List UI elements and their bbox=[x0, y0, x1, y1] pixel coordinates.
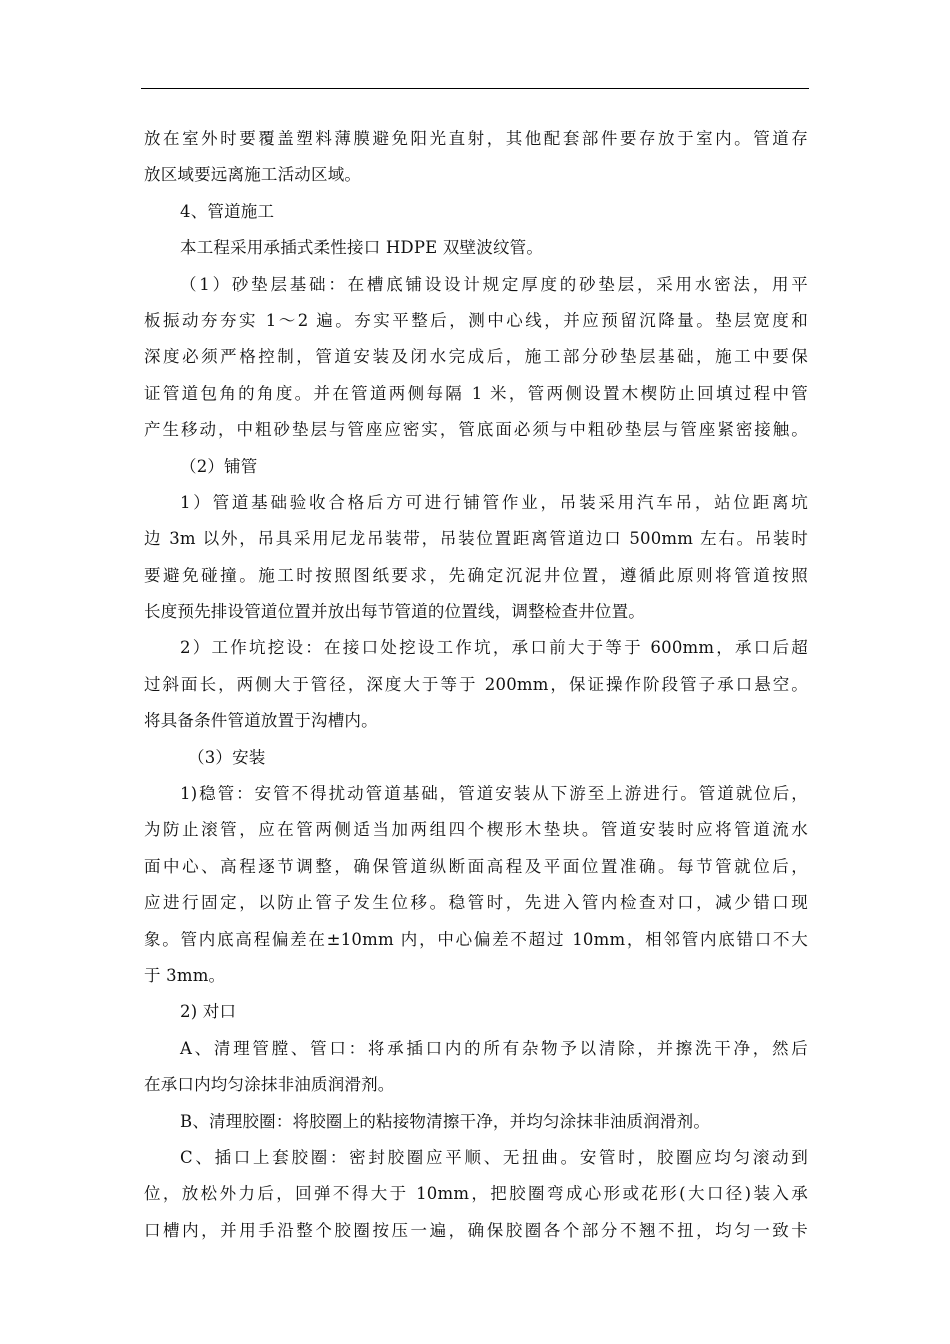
text-line: 过斜面长，两侧大于管径，深度大于等于 200mm，保证操作阶段管子承口悬空。 bbox=[144, 674, 808, 694]
text-line: A、清理管膛、管口：将承插口内的所有杂物予以清除，并擦洗干净，然后 bbox=[180, 1038, 808, 1058]
text-line: 板振动夯夯实 1～2 遍。夯实平整后，测中心线，并应预留沉降量。垫层宽度和 bbox=[144, 310, 808, 330]
text-line: 1)稳管：安管不得扰动管道基础，管道安装从下游至上游进行。管道就位后， bbox=[180, 784, 808, 804]
text-line: 1）管道基础验收合格后方可进行铺管作业，吊装采用汽车吊，站位距离坑 bbox=[180, 492, 808, 512]
text-line: 象。管内底高程偏差在±10mm 内，中心偏差不超过 10mm，相邻管内底错口不大 bbox=[144, 929, 808, 949]
text-line: 边 3m 以外，吊具采用尼龙吊装带，吊装位置距离管道边口 500mm 左右。吊装时 bbox=[144, 529, 808, 549]
text-line: 将具备条件管道放置于沟槽内。 bbox=[144, 711, 378, 731]
text-line: （1）砂垫层基础：在槽底铺设设计规定厚度的砂垫层，采用水密法，用平 bbox=[180, 274, 808, 294]
text-line: 应进行固定，以防止管子发生位移。稳管时，先进入管内检查对口，减少错口现 bbox=[144, 893, 808, 913]
body-text bbox=[144, 121, 808, 1249]
text-line: 放在室外时要覆盖塑料薄膜避免阳光直射，其他配套部件要存放于室内。管道存 bbox=[144, 129, 808, 148]
text-line: 长度预先排设管道位置并放出每节管道的位置线，调整检查井位置。 bbox=[144, 602, 645, 622]
text-line: 于 3mm。 bbox=[144, 965, 226, 985]
text-line: 产生移动，中粗砂垫层与管座应密实，管底面必须与中粗砂垫层与管座紧密接触。 bbox=[144, 420, 808, 440]
text-line: 口槽内，并用手沿整个胶圈按压一遍，确保胶圈各个部分不翘不扭，均匀一致卡 bbox=[144, 1220, 808, 1240]
text-line: 要避免碰撞。施工时按照图纸要求，先确定沉泥井位置，遵循此原则将管道按照 bbox=[144, 565, 808, 585]
header-rule bbox=[141, 88, 809, 89]
subsection-heading: （2）铺管 bbox=[180, 456, 258, 476]
text-line: 位，放松外力后，回弹不得大于 10mm，把胶圈弯成心形或花形(大口径)装入承 bbox=[144, 1184, 808, 1204]
text-line: 深度必须严格控制，管道安装及闭水完成后，施工部分砂垫层基础，施工中要保 bbox=[144, 347, 808, 367]
text-line: 在承口内均匀涂抹非油质润滑剂。 bbox=[144, 1075, 395, 1095]
text-line: 为防止滚管，应在管两侧适当加两组四个楔形木垫块。管道安装时应将管道流水 bbox=[144, 820, 808, 840]
subsection-heading: 2) 对口 bbox=[180, 1002, 237, 1022]
text-line: 2）工作坑挖设：在接口处挖设工作坑，承口前大于等于 600mm，承口后超 bbox=[180, 638, 808, 658]
section-heading: 4、管道施工 bbox=[180, 201, 275, 221]
text-line: C、插口上套胶圈：密封胶圈应平顺、无扭曲。安管时，胶圈应均匀滚动到 bbox=[180, 1147, 808, 1167]
subsection-heading: （3）安装 bbox=[188, 747, 266, 767]
text-line: 放区域要远离施工活动区域。 bbox=[144, 165, 362, 185]
text-line: 面中心、高程逐节调整，确保管道纵断面高程及平面位置准确。每节管就位后， bbox=[144, 856, 808, 876]
text-line: 本工程采用承插式柔性接口 HDPE 双壁波纹管。 bbox=[180, 238, 544, 258]
text-line: B、清理胶圈：将胶圈上的粘接物清擦干净，并均匀涂抹非油质润滑剂。 bbox=[180, 1111, 711, 1131]
text-line: 证管道包角的角度。并在管道两侧每隔 1 米，管两侧设置木楔防止回填过程中管 bbox=[144, 383, 808, 403]
